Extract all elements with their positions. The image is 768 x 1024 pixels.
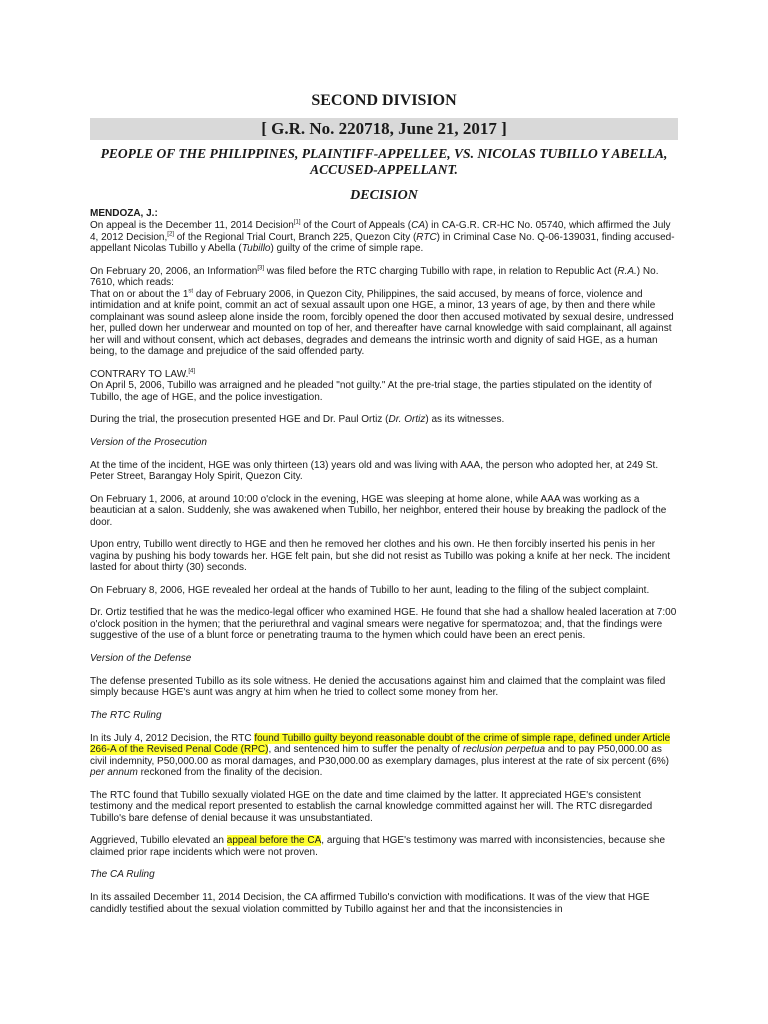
paragraph-appeal: Aggrieved, Tubillo elevated an appeal before the CA, arguing that HGE's testimony was marred with inconsistencies, because she claimed prior rape incidents which were not proven.	[90, 835, 666, 858]
decision-heading: DECISION	[350, 188, 418, 203]
case-number-bar: [ G.R. No. 220718, June 21, 2017 ]	[90, 118, 678, 140]
paragraph-witnesses: During the trial, the prosecution presented HGE and Dr. Paul Ortiz (Dr. Ortiz) as its witnesses.	[90, 414, 505, 425]
paragraph-2: On February 20, 2006, an Information[3] was filed before the RTC charging Tubillo with rape, in relation to Republic Act (R.A.) No. 7610, which reads:	[90, 265, 659, 288]
footnote-4[interactable]: [4]	[188, 368, 196, 375]
paragraph-arraignment: On April 5, 2006, Tubillo was arraigned and he pleaded "not guilty." At the pre-trial stage, the parties stipulated on the identity of Tubillo, the age of HGE, and the police investigation.	[90, 380, 652, 403]
paragraph-feb-1: On February 1, 2006, at around 10:00 o'clock in the evening, HGE was sleeping at home alone, while AAA was working as a beautician at a salon. Suddenly, she was awakened when Tubillo, her neighbor, entered their house by breaking the padlock of the door.	[90, 493, 667, 528]
ponente: MENDOZA, J.:	[90, 208, 158, 219]
paragraph-ca-decision: In its assailed December 11, 2014 Decision, the CA affirmed Tubillo's conviction with modifications. It was of the view that HGE candidly testified about the sexual violation committed by Tubillo against her and that the inconsistencies in	[90, 892, 650, 915]
paragraph-defense: The defense presented Tubillo as its sole witness. He denied the accusations against him and claimed that the complaint was filed simply because HGE's aunt was angry at him when he tried to collect some money from her.	[90, 675, 666, 698]
paragraph-rtc-decision: In its July 4, 2012 Decision, the RTC found Tubillo guilty beyond reasonable doubt of the crime of simple rape, defined under Article 266-A of the Revised Penal Code (RPC), and sentenced him to suffer the penalty of reclusion perpetua and to pay P50,000.00 as civil indemnity, P50,000.00 as moral damages, and P30,000.00 as exemplary damages, plus interest at the rate of six percent (6%) per annum reckoned from the finality of the decision.	[90, 732, 671, 778]
highlight-appeal: appeal before the CA	[226, 835, 322, 846]
paragraph-feb-8: On February 8, 2006, HGE revealed her ordeal at the hands of Tubillo to her aunt, leading to the filing of the subject complaint.	[90, 584, 650, 596]
subheading-ca-ruling: The CA Ruling	[90, 869, 155, 880]
footnote-3[interactable]: [3]	[257, 265, 264, 272]
paragraph-rtc-found: The RTC found that Tubillo sexually violated HGE on the date and time claimed by the latter. It appreciated HGE's consistent testimony and the medical report presented to establish the carnal knowledge committed against her will. The RTC disregarded Tubillo's bare defense of denial because it was unsubstantiated.	[90, 789, 653, 824]
highlight-rtc-finding: found Tubillo guilty beyond reasonable doubt of the crime of simple rape, defined under Article 266-A of the Revised Penal Code (RPC)	[90, 732, 671, 755]
subheading-rtc-ruling: The RTC Ruling	[90, 709, 162, 721]
subheading-prosecution: Version of the Prosecution	[90, 436, 207, 448]
paragraph-dr-ortiz: Dr. Ortiz testified that he was the medico-legal officer who examined HGE. He found that she had a shallow healed laceration at 7:00 o'clock position in the hymen; that the periurethral and vaginal smears were negative for spermatozoa; and, that the findings were suggestive of the use of a blunt force or penetrating trauma to the hymen which could have been an erect penis.	[90, 607, 677, 641]
paragraph-1: On appeal is the December 11, 2014 Decision[1] of the Court of Appeals (CA) in CA-G.R. CR-HC No. 05740, which affirmed the July 4, 2012 Decision,[2] of the Regional Trial Court, Branch 225, Quezon City (RTC) in Criminal Case No. Q-06-139031, finding accused-appellant Nicolas Tubillo y Abella (Tubillo) guilty of the crime of simple rape.	[90, 219, 675, 254]
division-heading: SECOND DIVISION	[311, 92, 457, 109]
subheading-defense: Version of the Defense	[90, 652, 192, 664]
contrary-to-law: CONTRARY TO LAW.[4]	[90, 368, 196, 380]
footnote-2[interactable]: [2]	[167, 231, 174, 238]
information-text: That on or about the 1st day of February 2006, in Quezon City, Philippines, the said accused, by means of force, violence and intimidation and at knife point, commit an act of sexual assault upon one HGE, a minor, 13 years of age, by then and there while complainant was sound asleep alone inside the room, forcibly opened the door then accused motivated by sexual desire, undressed her, pulled down her underwear and mounted on top of her, and thereafter have carnal knowledge with said complainant, all against her will and without consent, which act debases, degrades and demeans the intrinsic worth and dignity of said HGE, as a human being, to the damage and prejudice of the said offended party.	[90, 288, 674, 357]
paragraph-incident-age: At the time of the incident, HGE was only thirteen (13) years old and was living with AAA, the person who adopted her, at 249 St. Peter Street, Barangay Holy Spirit, Quezon City.	[90, 459, 659, 482]
footnote-1[interactable]: [1]	[293, 219, 301, 226]
case-parties: PEOPLE OF THE PHILIPPINES, PLAINTIFF-APPELLEE, VS. NICOLAS TUBILLO Y ABELLA, ACCUSED-APPELLANT.	[100, 146, 668, 177]
paragraph-upon-entry: Upon entry, Tubillo went directly to HGE and then he removed her clothes and his own. He then forcibly inserted his penis in her vagina by pushing his body towards her. HGE felt pain, but she did not resist as Tubillo was poking a knife at her neck. The incident lasted for about thirty (30) seconds.	[90, 539, 671, 573]
